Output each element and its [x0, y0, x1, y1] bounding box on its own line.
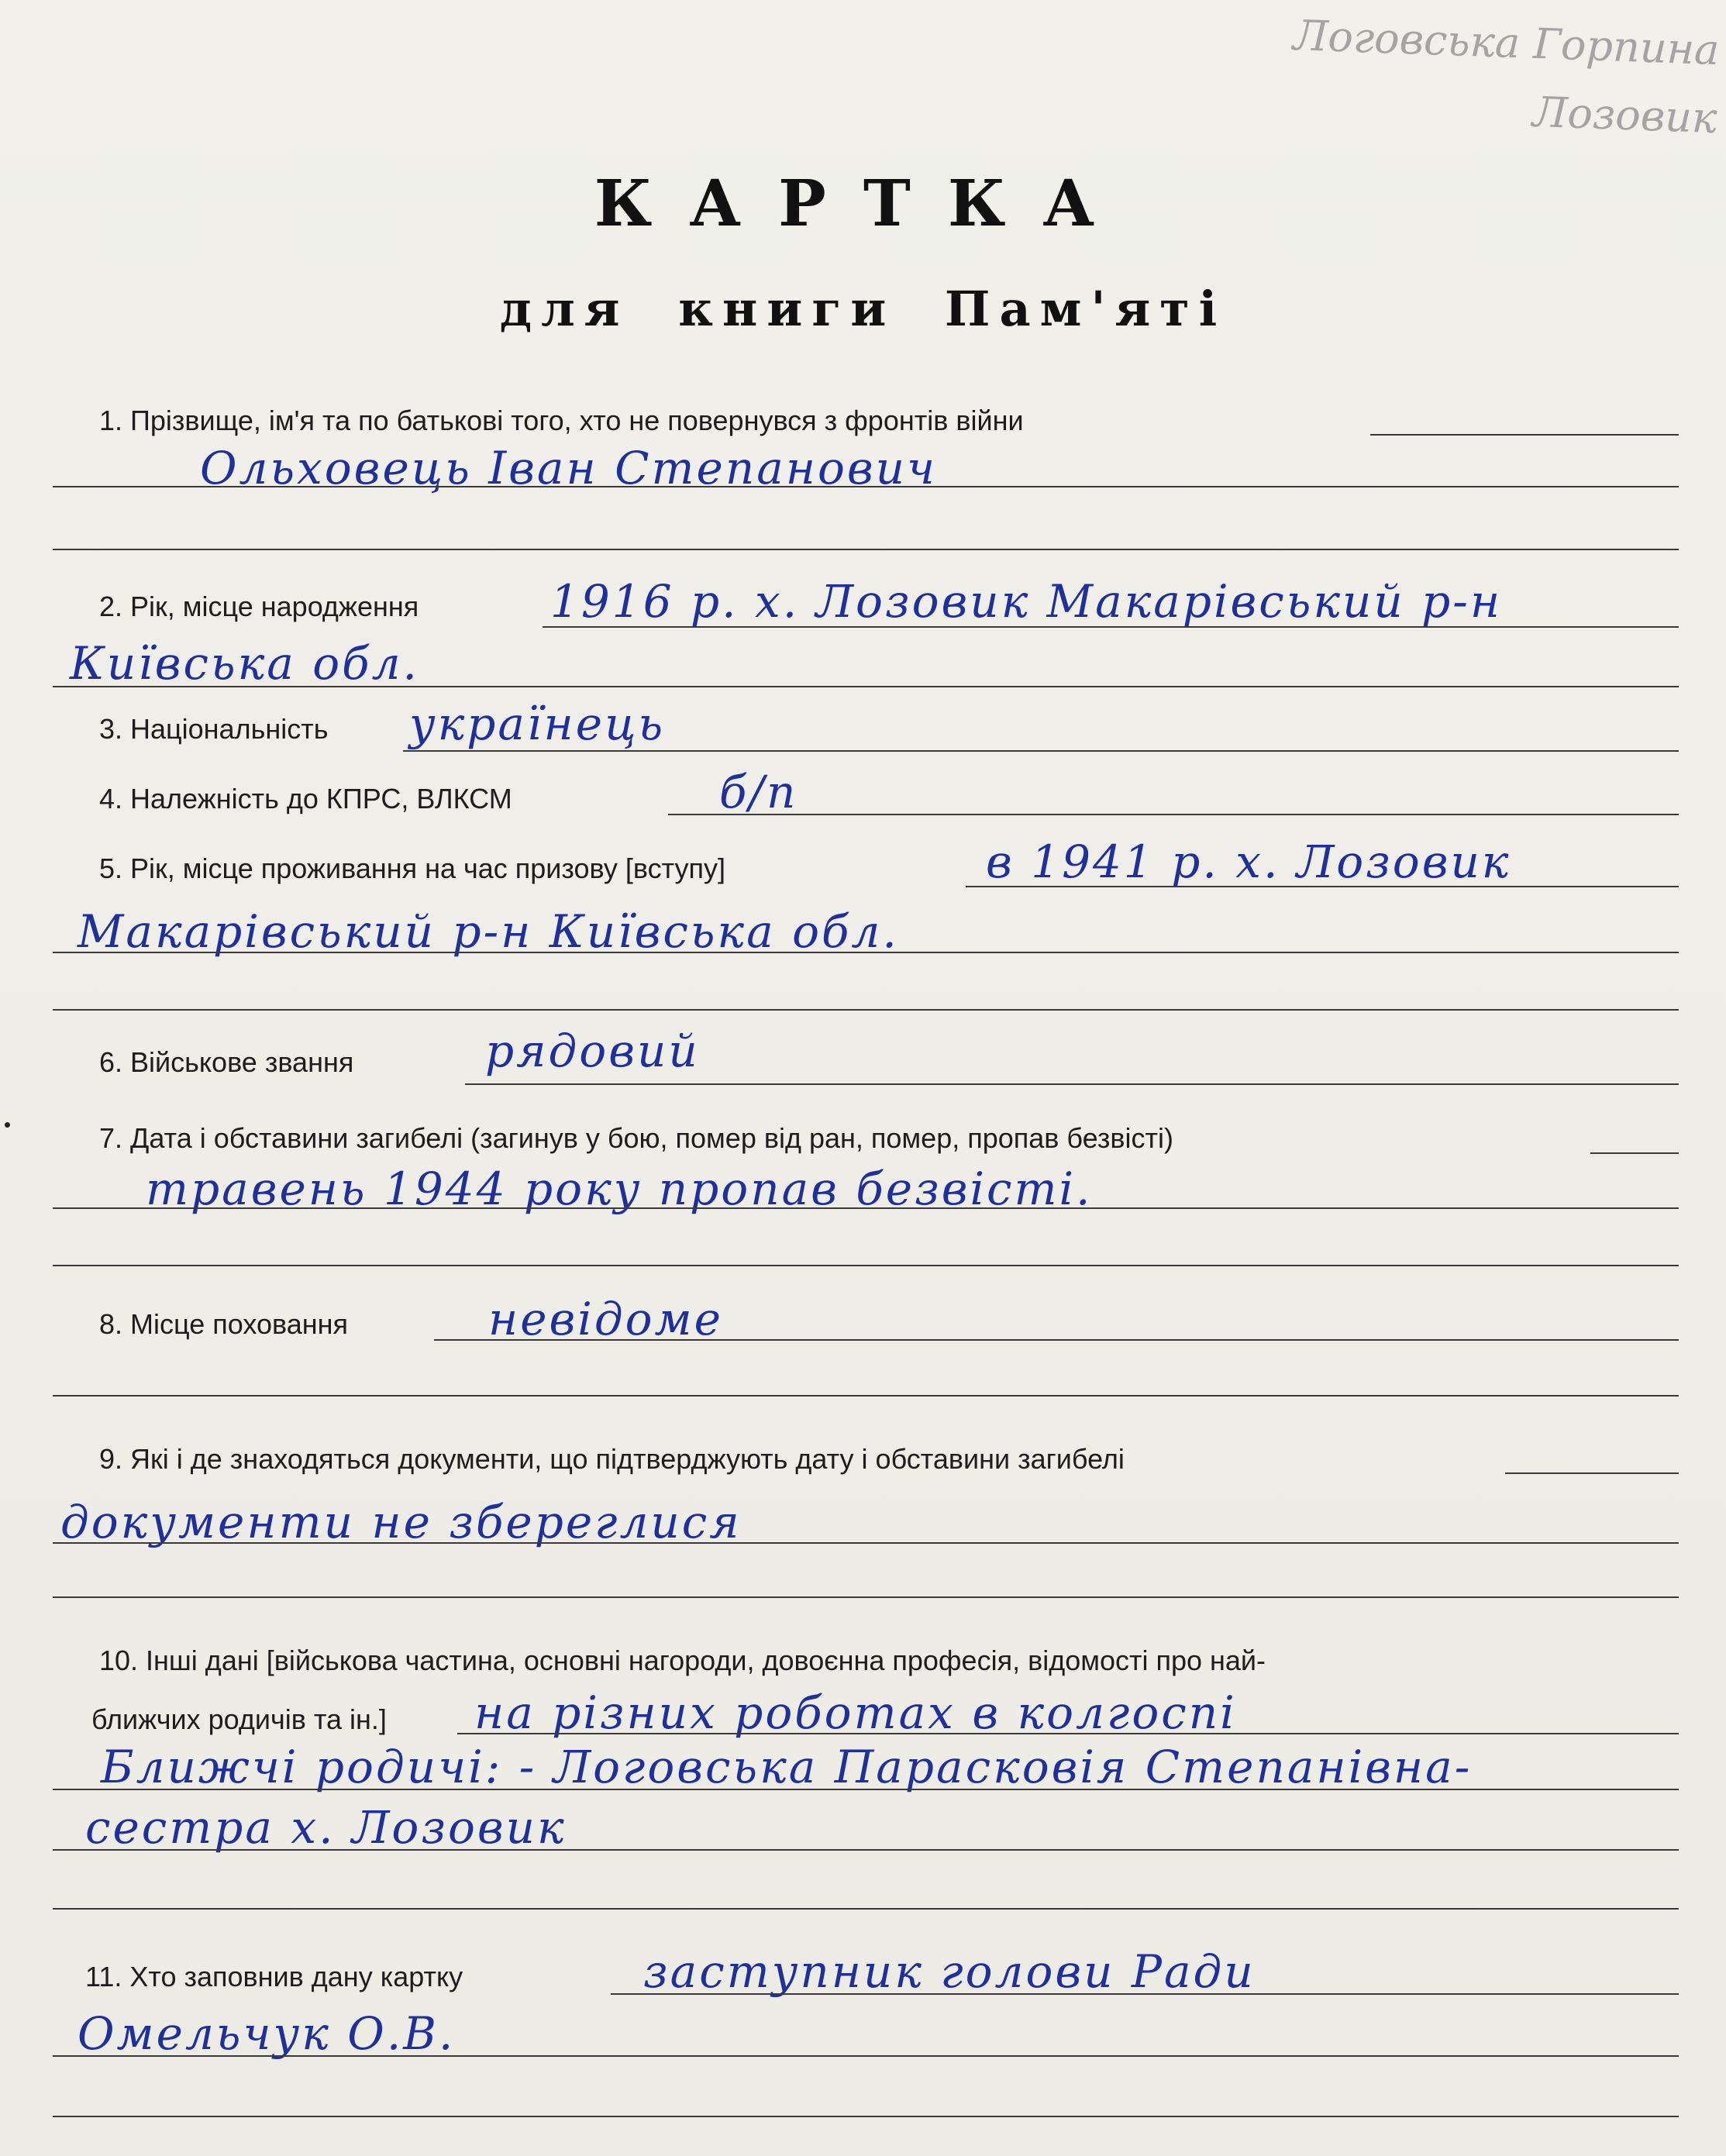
field-5-value-1: в 1941 р. х. Лозовик	[986, 835, 1511, 888]
field-4-rule	[668, 814, 1679, 815]
field-7-rule-b	[53, 1207, 1679, 1209]
field-6-label: 6. Військове звання	[99, 1046, 354, 1078]
field-5-label: 5. Рік, місце проживання на час призову [вступу]	[99, 852, 725, 884]
field-7-value: травень 1944 року пропав безвісті.	[146, 1162, 1093, 1215]
field-10-rule-b	[53, 1789, 1679, 1790]
field-2-rule-b	[53, 686, 1679, 687]
field-6-value: рядовий	[485, 1025, 700, 1077]
field-11-rule-c	[53, 2116, 1679, 2117]
field-1-rule-c	[53, 549, 1679, 550]
field-7-rule-a	[1590, 1152, 1679, 1154]
corner-pencil-note	[1220, 0, 1721, 153]
field-8-rule-b	[53, 1395, 1679, 1397]
field-2-rule-a	[543, 626, 1679, 628]
field-1-value: Ольховець Іван Степанович	[200, 442, 938, 494]
field-7-rule-c	[53, 1265, 1679, 1266]
field-1-label: 1. Прізвище, ім'я та по батькові того, хто не повернувся з фронтів війни	[99, 405, 1024, 436]
field-9-rule-a	[1505, 1472, 1679, 1474]
field-3-value: українець	[409, 697, 666, 750]
corner-note-line-2: Лозовик	[1531, 87, 1718, 143]
field-8-value: невідоме	[488, 1293, 723, 1345]
field-4-value: б/п	[719, 766, 798, 818]
field-3-label: 3. Національність	[99, 713, 329, 745]
field-1-rule-b	[53, 486, 1679, 487]
field-10-label-1: 10. Інші дані [військова частина, основні нагороди, довоєнна професія, відомості про най-	[99, 1645, 1266, 1676]
field-11-rule-a	[611, 1993, 1679, 1995]
field-9-label: 9. Які і де знаходяться документи, що підтверджують дату і обставини загибелі	[99, 1443, 1125, 1475]
field-10-rule-c	[53, 1849, 1679, 1851]
field-5-value-2: Макарівський р-н Київська обл.	[78, 905, 899, 958]
card-subtitle: для книги Пам'яті	[499, 281, 1227, 337]
field-10-rule-d	[53, 1908, 1679, 1910]
field-9-value: документи не збереглися	[60, 1496, 742, 1548]
field-9-rule-c	[53, 1596, 1679, 1598]
field-2-value-2: Київська обл.	[70, 637, 419, 690]
field-5-rule-a	[966, 886, 1679, 887]
field-5-rule-c	[53, 1009, 1679, 1011]
corner-note-line-1: Логовська Горпина	[1292, 11, 1721, 75]
field-5-rule-b	[53, 952, 1679, 953]
field-1-rule-a	[1370, 434, 1679, 436]
field-10-label-2: ближчих родичів та ін.]	[91, 1703, 387, 1735]
field-2-label: 2. Рік, місце народження	[99, 591, 419, 622]
field-7-label: 7. Дата і обставини загибелі (загинув у бою, помер від ран, помер, пропав безвісті)	[99, 1122, 1173, 1154]
field-8-label: 8. Місце поховання	[99, 1308, 348, 1340]
field-11-value-2: Омельчук О.В.	[78, 2007, 456, 2060]
margin-mark	[5, 1122, 10, 1128]
field-2-value-1: 1916 р. х. Лозовик Макарівський р-н	[550, 575, 1503, 628]
field-9-rule-b	[53, 1542, 1679, 1544]
field-10-value-1: на різних роботах в колгоспі	[474, 1686, 1237, 1739]
field-11-label: 11. Хто заповнив дану картку	[85, 1961, 463, 1992]
field-11-value-1: заступник голови Ради	[643, 1945, 1256, 1998]
card-title: КАРТКА	[594, 167, 1132, 241]
field-10-value-2: Ближчі родичі: - Логовська Парасковія Степанівна-	[101, 1741, 1473, 1793]
field-10-rule-a	[457, 1733, 1679, 1734]
field-10-value-3: сестра х. Лозовик	[85, 1801, 567, 1854]
field-11-rule-b	[53, 2055, 1679, 2057]
field-8-rule-a	[434, 1339, 1679, 1341]
field-3-rule	[403, 750, 1679, 752]
field-6-rule	[465, 1083, 1679, 1085]
field-4-label: 4. Належність до КПРС, ВЛКСМ	[99, 783, 512, 815]
